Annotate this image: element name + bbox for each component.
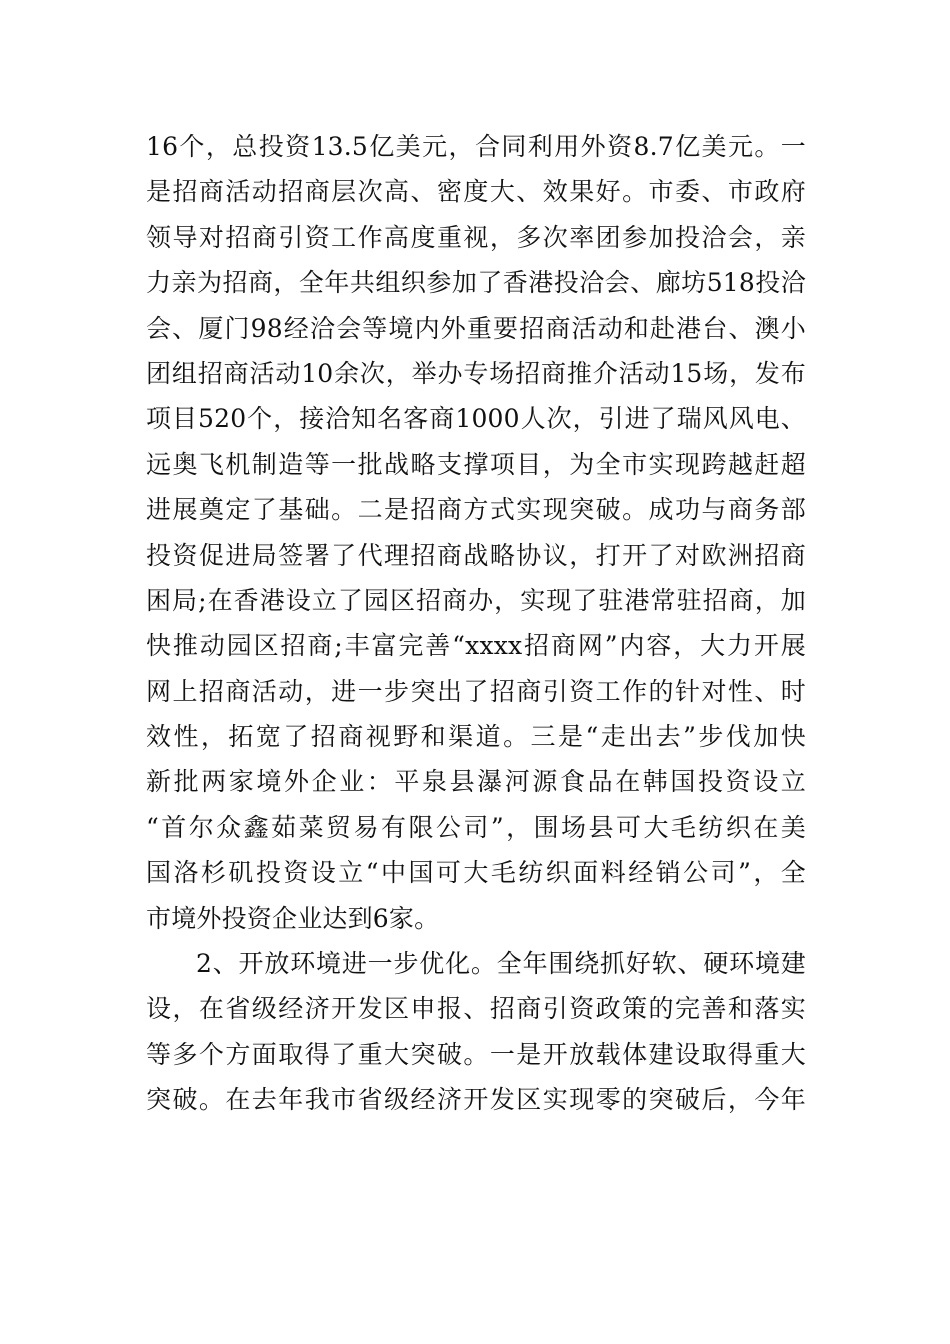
text-line: 2、开放环境进一步优化。全年围绕抓好软、硬环境建 <box>196 949 806 979</box>
text-line: 力亲为招商，全年共组织参加了香港投洽会、廊坊518投洽 <box>146 268 806 298</box>
text-line: 等多个方面取得了重大突破。一是开放载体建设取得重大 <box>146 1039 806 1069</box>
text-line: 新批两家境外企业：平泉县瀑河源食品在韩国投资设立 <box>146 767 806 797</box>
text-line: 设，在省级经济开发区申报、招商引资政策的完善和落实 <box>146 994 806 1024</box>
text-line: 领导对招商引资工作高度重视，多次率团参加投洽会，亲 <box>146 222 806 252</box>
text-line: 市境外投资企业达到6家。 <box>146 903 440 933</box>
text-line: 突破。在去年我市省级经济开发区实现零的突破后，今年 <box>146 1085 806 1115</box>
text-line: 效性，拓宽了招商视野和渠道。三是“走出去”步伐加快 <box>146 722 806 752</box>
text-line: “首尔众鑫茹菜贸易有限公司”，围场县可大毛纺织在美 <box>146 812 806 842</box>
document-body <box>146 124 806 1123</box>
text-line: 项目520个，接洽知名客商1000人次，引进了瑞风风电、 <box>146 404 806 434</box>
text-line: 是招商活动招商层次高、密度大、效果好。市委、市政府 <box>146 177 806 207</box>
text-line: 投资促进局签署了代理招商战略协议，打开了对欧洲招商 <box>146 540 806 570</box>
text-line: 进展奠定了基础。二是招商方式实现突破。成功与商务部 <box>146 495 806 525</box>
text-line: 国洛杉矶投资设立“中国可大毛纺织面料经销公司”，全 <box>146 858 806 888</box>
text-line: 远奥飞机制造等一批战略支撑项目，为全市实现跨越赶超 <box>146 449 806 479</box>
text-line: 团组招商活动10余次，举办专场招商推介活动15场，发布 <box>146 358 806 388</box>
text-line: 困局;在香港设立了园区招商办，实现了驻港常驻招商，加 <box>146 585 806 615</box>
text-line: 会、厦门98经洽会等境内外重要招商活动和赴港台、澳小 <box>146 313 806 343</box>
paragraph <box>146 124 806 941</box>
text-line: 网上招商活动，进一步突出了招商引资工作的针对性、时 <box>146 676 806 706</box>
paragraph <box>146 941 806 1123</box>
text-line: 快推动园区招商;丰富完善“xxxx招商网”内容，大力开展 <box>146 631 806 661</box>
text-line: 16个，总投资13.5亿美元，合同利用外资8.7亿美元。一 <box>146 132 806 161</box>
